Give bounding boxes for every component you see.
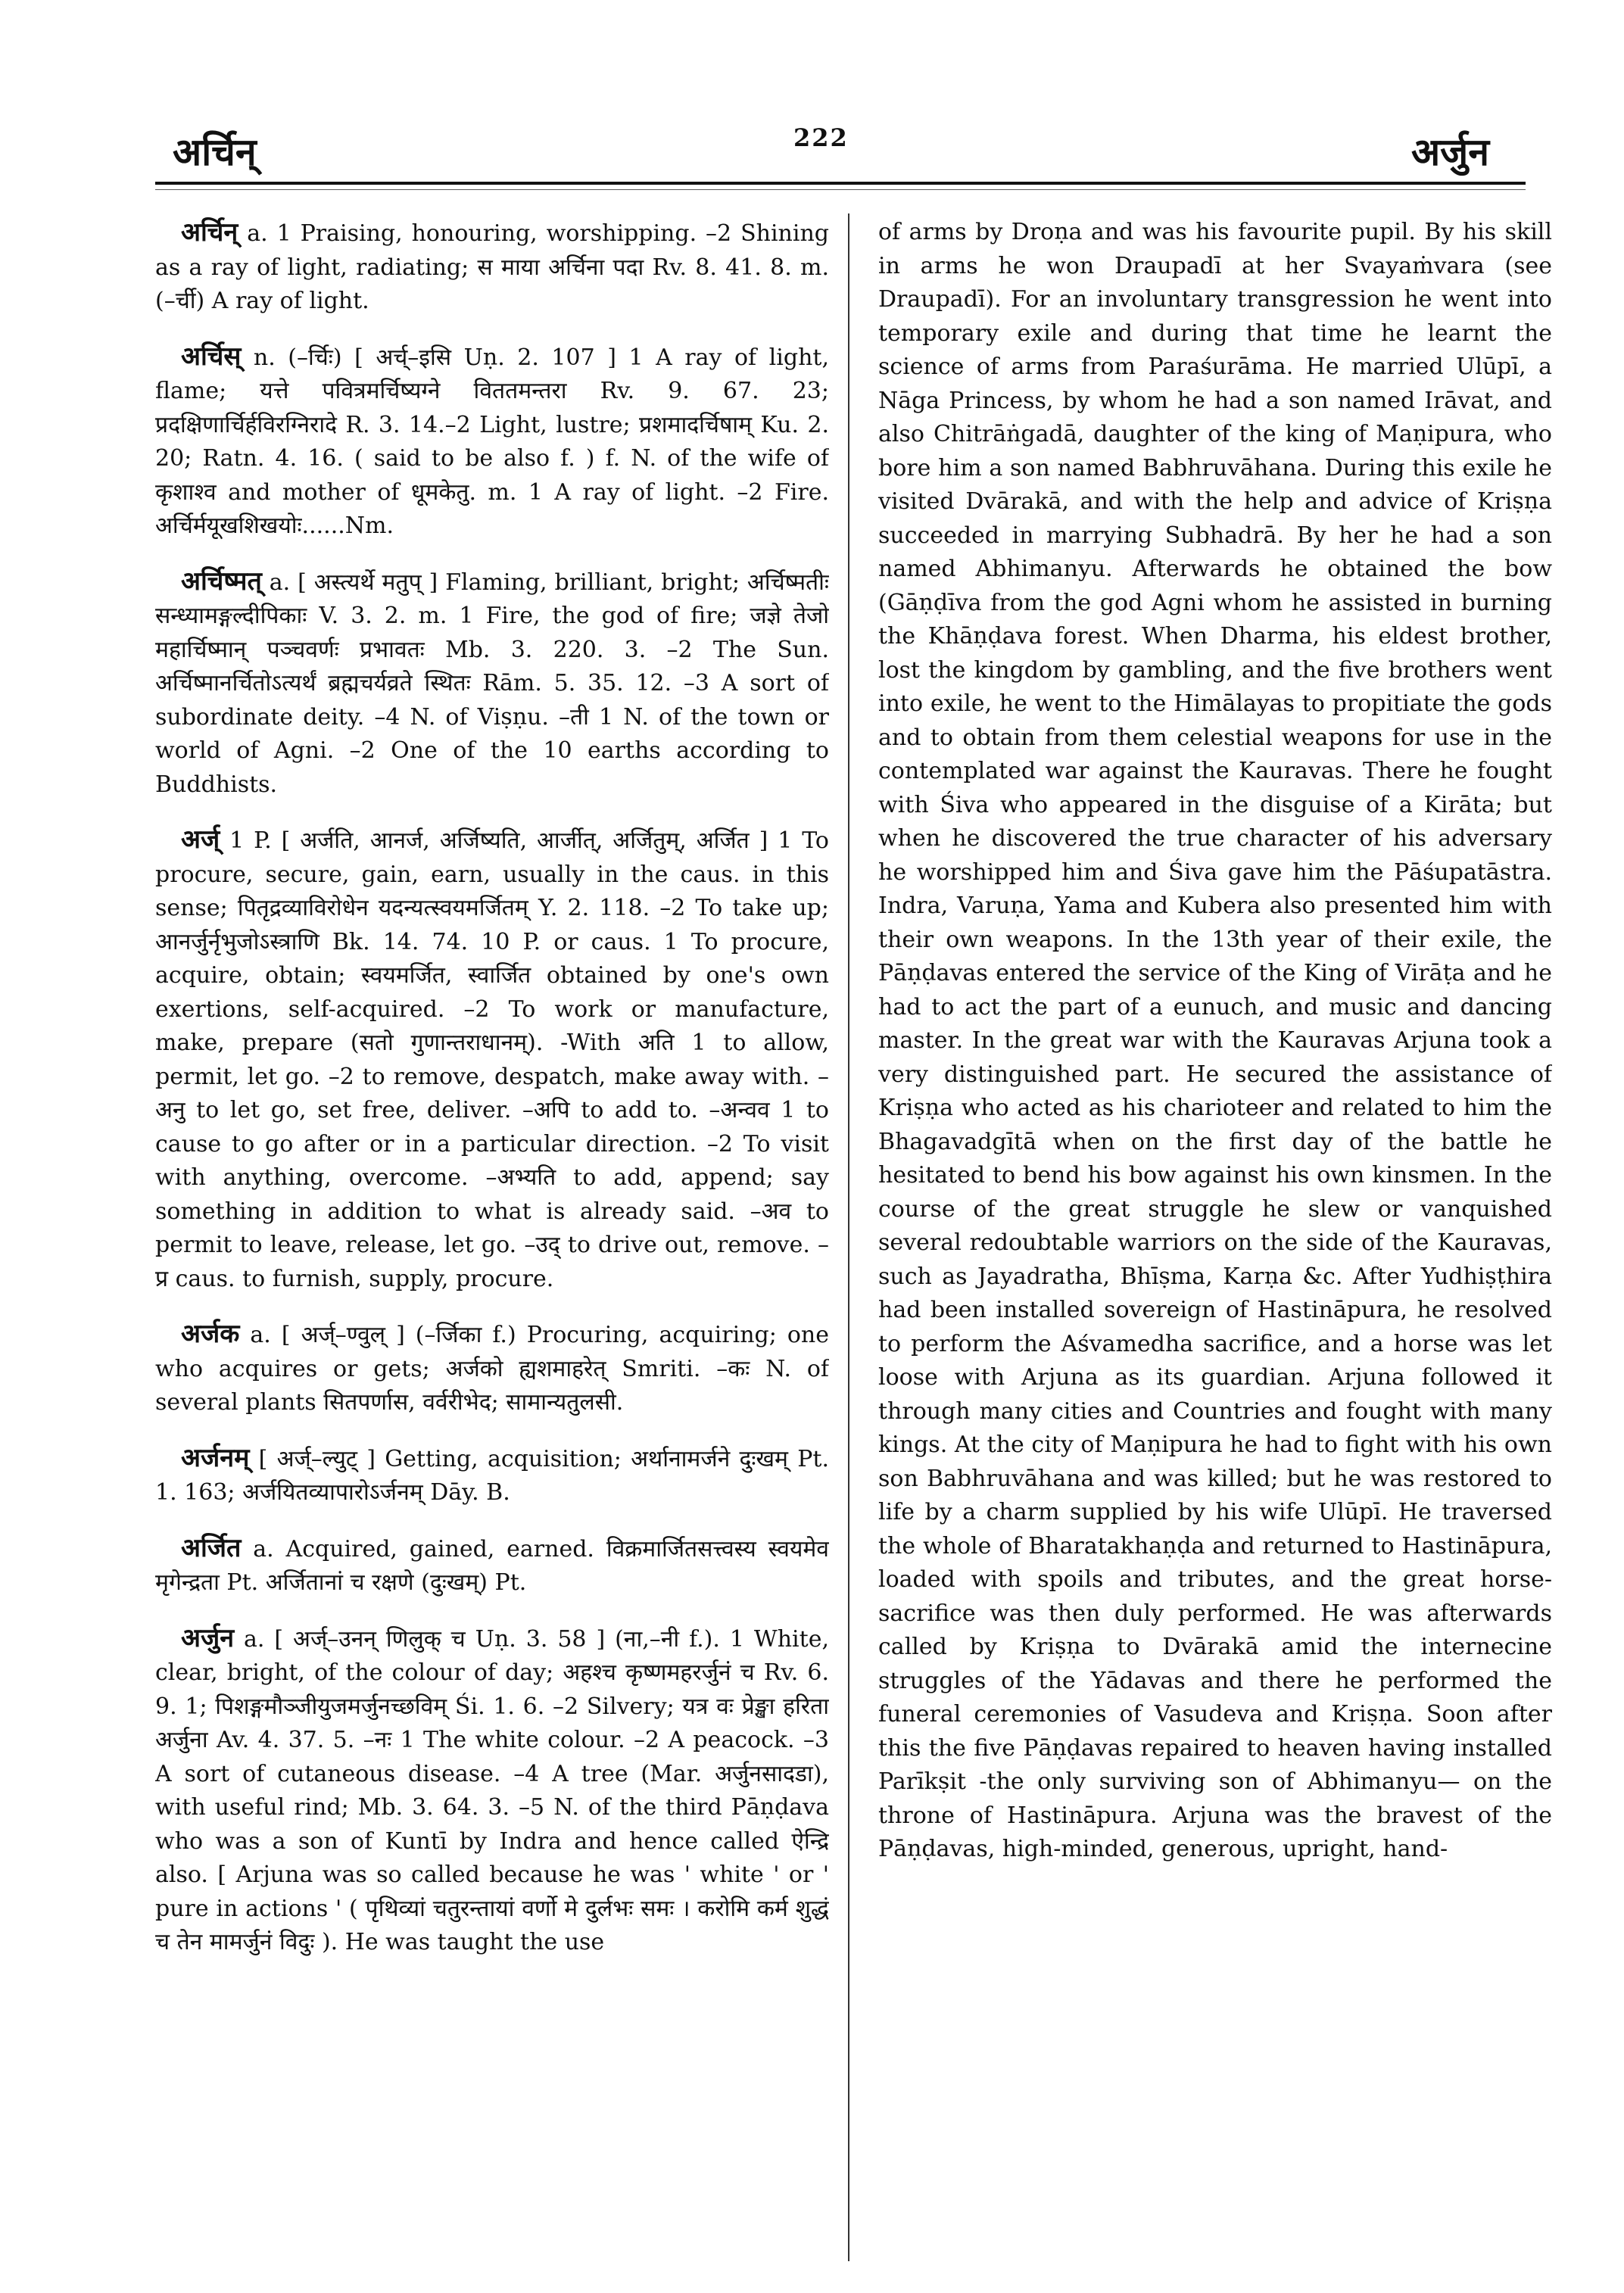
entry-headword: अर्चिन् — [181, 217, 238, 248]
entry-text: a. 1 Praising, honouring, worshipping. –2 Shining as a ray of light, radiating; स माया अर्चिना पदा Rv. 8. 41. 8. m. (–र्ची) A ray of light. — [155, 220, 829, 314]
dictionary-entry — [155, 1622, 829, 1960]
entry-headword: अर्ज् — [181, 824, 220, 855]
right-guide-word: अर्जुन — [1410, 129, 1489, 174]
page-number: 222 — [793, 123, 849, 152]
right-column — [878, 216, 1552, 2260]
column-divider — [848, 213, 849, 2261]
entry-headword: अर्जुन — [181, 1622, 235, 1653]
entry-text: a. Acquired, gained, earned. विक्रमार्जितसत्त्वस्य स्वयमेव मृगेन्द्रता Pt. अर्जितानां च रक्षणे (दुःखम्) Pt. — [155, 1535, 829, 1596]
entry-headword: अर्जक — [181, 1319, 240, 1349]
header-rule-thin — [155, 189, 1526, 190]
dictionary-entry — [155, 1317, 829, 1420]
left-guide-word: अर्चिन् — [173, 129, 257, 174]
entry-text: [ अर्ज्–ल्युट् ] Getting, acquisition; अर्थानामर्जने दुःखम् Pt. 1. 163; अर्जयितव्यापारोऽर्जनम् Dāy. B. — [155, 1445, 829, 1506]
entry-text: 1 P. [ अर्जति, आनर्ज, अर्जिष्यति, आर्जीत्, अर्जितुम्, अर्जित ] 1 To procure, secure, gain, earn, usually in the caus. in this sense; पितृद्रव्याविरोधेन यदन्यत्स्वयमर्जितम् Y. 2. 118. –2 To take up; आनर्जुर्नृभुजोऽस्त्राणि Bk. 14. 74. 10 P. or caus. 1 To procure, acquire, obtain; स्वयमर्जित, स्वार्जित obtained by one's own exertions, self-acquired. –2 To work or manufacture, make, prepare (सतो गुणान्तराधानम्). -With अति 1 to allow, permit, let go. –2 to remove, despatch, make away with. –अनु to let go, set free, deliver. –अपि to add to. –अन्वव 1 to cause to go after or in a particular direction. –2 To visit with anything, overcome. –अभ्यति to add, append; say something in addition to what is already said. –अव to permit to leave, release, let go. –उद् to drive out, remove. –प्र caus. to furnish, supply, procure. — [155, 827, 829, 1292]
entry-headword: अर्जनम् — [181, 1442, 250, 1473]
dictionary-entry — [155, 823, 829, 1296]
dictionary-entry — [155, 340, 829, 544]
entry-text: a. [ अर्ज्–ण्वुल् ] (–र्जिका f.) Procuring, acquiring; one who acquires or gets; अर्जको ह्यशमाहरेत् Smriti. –कः N. of several plants सितपर्णास, वर्वरीभेद; सामान्यतुलसी. — [155, 1322, 829, 1416]
dictionary-entry — [155, 565, 829, 802]
dictionary-entry — [155, 216, 829, 319]
dictionary-entry — [155, 1531, 829, 1600]
entry-text: a. [ अर्ज्–उनन् णिलुक् च Uṇ. 3. 58 ] (ना,–नी f.). 1 White, clear, bright, of the colour of day; अहश्च कृष्णमहरर्जुनं च Rv. 6. 9. 1; पिशङ्गमौञ्जीयुजमर्जुनच्छविम् Śi. 1. 6. –2 Silvery; यत्र वः प्रेङ्खा हरिता अर्जुना Av. 4. 37. 5. –नः 1 The white colour. –2 A peacock. –3 A sort of cutaneous disease. –4 A tree (Mar. अर्जुनसादडा), with useful rind; Mb. 3. 64. 3. –5 N. of the third Pāṇḍava who was a son of Kuntī by Indra and hence called ऐन्द्रि also. [ Arjuna was so called because he was ' white ' or ' pure in actions ' ( पृथिव्यां चतुरन्तायां वर्णो मे दुर्लभः समः । करोमि कर्म शुद्धं च तेन मामर्जुनं विदुः ). He was taught the use — [155, 1625, 829, 1955]
header-rule — [155, 182, 1526, 185]
entry-headword: अर्जित — [181, 1532, 242, 1563]
entry-headword: अर्चिस् — [181, 341, 242, 372]
entry-continuation: of arms by Droṇa and was his favourite pupil. By his skill in arms he won Draupadī at her Svayaṁvara (see Draupadī). For an involuntary transgression he went into temporary exile and during that time he learnt the science of arms from Paraśurāma. He married Ulūpī, a Nāga Princess, by whom he had a son named Irāvat, and also Chitrāṅgadā, daughter of the king of Maṇipura, who bore him a son named Babhruvāhana. During this exile he visited Dvārakā, and with the help and advice of Kriṣṇa succeeded in marrying Subhadrā. By her he had a son named Abhimanyu. Afterwards he obtained the bow (Gāṇḍīva from the god Agni whom he assisted in burning the Khāṇḍava forest. When Dharma, his eldest brother, lost the kingdom by gambling, and the five brothers went into exile, he went to the Himālayas to propitiate the gods and to obtain from them celestial weapons for use in the contemplated war against the Kauravas. There he fought with Śiva who appeared in the disguise of a Kirāta; but when he discovered the true character of his adversary he worshipped him and Śiva gave him the Pāśupatāstra. Indra, Varuṇa, Yama and Kubera also presented him with their own weapons. In the 13th year of their exile, the Pāṇḍavas entered the service of the King of Virāṭa and he had to act the part of a eunuch, and music and dancing master. In the great war with the Kauravas Arjuna took a very distinguished part. He secured the assistance of Kriṣṇa who acted as his charioteer and related to him the Bhagavadgītā when on the first day of the battle he hesitated to bend his bow against his own kinsmen. In the course of the great struggle he slew or vanquished several redoubtable warriors on the side of the Kauravas, such as Jayadratha, Bhīṣma, Karṇa &c. After Yudhiṣṭhira had been installed sovereign of Hastināpura, he resolved to perform the Aśvamedha sacrifice, and a horse was let loose with Arjuna as its guardian. Arjuna followed it through many cities and Countries and fought with many kings. At the city of Maṇipura he had to fight with his own son Babhruvāhana and was killed; but he was restored to life by a charm supplied by his wife Ulūpī. He traversed the whole of Bharatakhaṇḍa and returned to Hastināpura, loaded with spoils and tributes, and the great horse-sacrifice was then duly performed. He was afterwards called by Kriṣṇa to Dvārakā amid the internecine struggles of the Yādavas and there he performed the funeral ceremonies of Vasudeva and Kriṣṇa. Soon after this the five Pāṇḍavas repaired to heaven having installed Parīkṣit -the only surviving son of Abhimanyu— on the throne of Hastināpura. Arjuna was the bravest of the Pāṇḍavas, high-minded, generous, upright, hand- — [878, 219, 1552, 1862]
entry-text: a. [ अस्त्यर्थे मतुप् ] Flaming, brilliant, bright; अर्चिष्मतीः सन्ध्यामङ्गल्दीपिकाः V. 3. 2. m. 1 Fire, the god of fire; जज्ञे तेजो महार्चिष्मान् पञ्चवर्णः प्रभावतः Mb. 3. 220. 3. –2 The Sun. अर्चिष्मानर्चितोऽत्यर्थं ब्रह्मचर्यव्रते स्थितः Rām. 5. 35. 12. –3 A sort of subordinate deity. –4 N. of Viṣṇu. –ती 1 N. of the town or world of Agni. –2 One of the 10 earths according to Buddhists. — [155, 569, 829, 798]
left-column — [155, 216, 829, 2260]
dictionary-entry — [155, 1441, 829, 1510]
page-header — [0, 0, 1624, 182]
entry-text: n. (–र्चिः) [ अर्च्–इसि Uṇ. 2. 107 ] 1 A ray of light, flame; यत्ते पवित्रमर्चिष्यग्ने विततमन्तरा Rv. 9. 67. 23; प्रदक्षिणार्चिर्हविरग्निरादे R. 3. 14.–2 Light, lustre; प्रशमादर्चिषाम् Ku. 2. 20; Ratn. 4. 16. ( said to be also f. ) f. N. of the wife of कृशाश्व and mother of धूमकेतु. m. 1 A ray of light. –2 Fire. अर्चिर्मयूखशिखयोः......Nm. — [155, 344, 829, 539]
entry-headword: अर्चिष्मत् — [181, 565, 262, 597]
